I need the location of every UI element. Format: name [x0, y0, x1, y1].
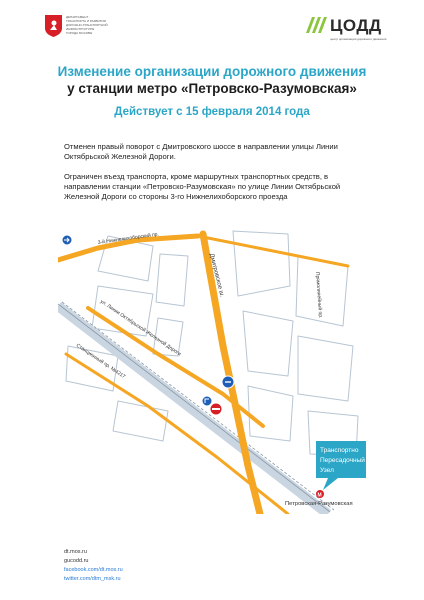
- turn-sign: [202, 396, 212, 406]
- header: [0, 0, 424, 50]
- label-pryamolineyny: Прямолинейный пр.: [314, 271, 324, 319]
- paragraph-entry-restricted: Ограничен въезд транспорта, кроме маршрутных транспортных средств, в направлении станции «Петровско-Разумовская» по улице Линии Октябрьской Железной Дороги со стороны 3-го Нижнелихоборского проезда: [64, 172, 341, 201]
- no-entry-sign: [210, 403, 222, 415]
- label-station-passage: Станционный пр. №4217: [74, 342, 127, 381]
- moscow-coat-of-arms-icon: [44, 14, 63, 38]
- footer-link-twitter[interactable]: twitter.com/dtm_msk.ru: [64, 576, 121, 582]
- moscow-department-text: [66, 15, 136, 35]
- hub-label-line: Пересадочный: [320, 457, 365, 464]
- codd-stripes-icon: [304, 15, 328, 35]
- title-line-1: Изменение организации дорожного движения: [57, 64, 367, 79]
- no-right-turn-sign: [62, 235, 72, 245]
- moscow-line: ТРАНСПОРТА И РАЗВИТИЯ: [66, 19, 106, 23]
- moscow-line: ДОРОЖНО-ТРАНСПОРТНОЙ: [66, 23, 108, 27]
- label-railway-line-street: ул. Линии Октябрьской Железной Дороги: [98, 298, 182, 358]
- hub-label-line: Транспортно: [320, 447, 359, 454]
- paragraph-right-turn: Отменен правый поворот с Дмитровского шоссе в направлении улицы Линии Октябрьской Железной Дороги.: [64, 142, 338, 161]
- footer-links: [64, 548, 123, 584]
- moscow-line: ДЕПАРТАМЕНТ: [66, 15, 89, 19]
- hub-label-line: Узел: [320, 467, 334, 474]
- codd-logo: [304, 14, 387, 42]
- label-nizhnelikhoborsky: 3-й Нижнелихоборский пр.: [97, 231, 160, 246]
- label-dmitrovskoe: Дмитровское ш.: [208, 253, 225, 298]
- moscow-line: ГОРОДА МОСКВЫ: [66, 31, 93, 35]
- straight-only-sign: [222, 376, 234, 388]
- effective-date: Действует с 15 февраля 2014 года: [114, 106, 310, 118]
- codd-subtitle: центр организации дорожного движения: [330, 37, 387, 41]
- svg-text:М: М: [317, 492, 322, 499]
- label-metro-station: Петровская-Разумовская: [285, 501, 353, 507]
- traffic-map: [58, 226, 365, 514]
- moscow-line: ИНФРАСТРУКТУРЫ: [66, 27, 95, 31]
- title-line-2: у станции метро «Петровско-Разумовская»: [67, 81, 357, 96]
- footer-link-dt[interactable]: dt.mos.ru: [64, 549, 87, 555]
- codd-name: ЦОДД: [330, 16, 382, 35]
- footer-link-gucodd[interactable]: gucodd.ru: [64, 558, 89, 564]
- footer-link-facebook[interactable]: facebook.com/dt.mos.ru: [64, 567, 123, 573]
